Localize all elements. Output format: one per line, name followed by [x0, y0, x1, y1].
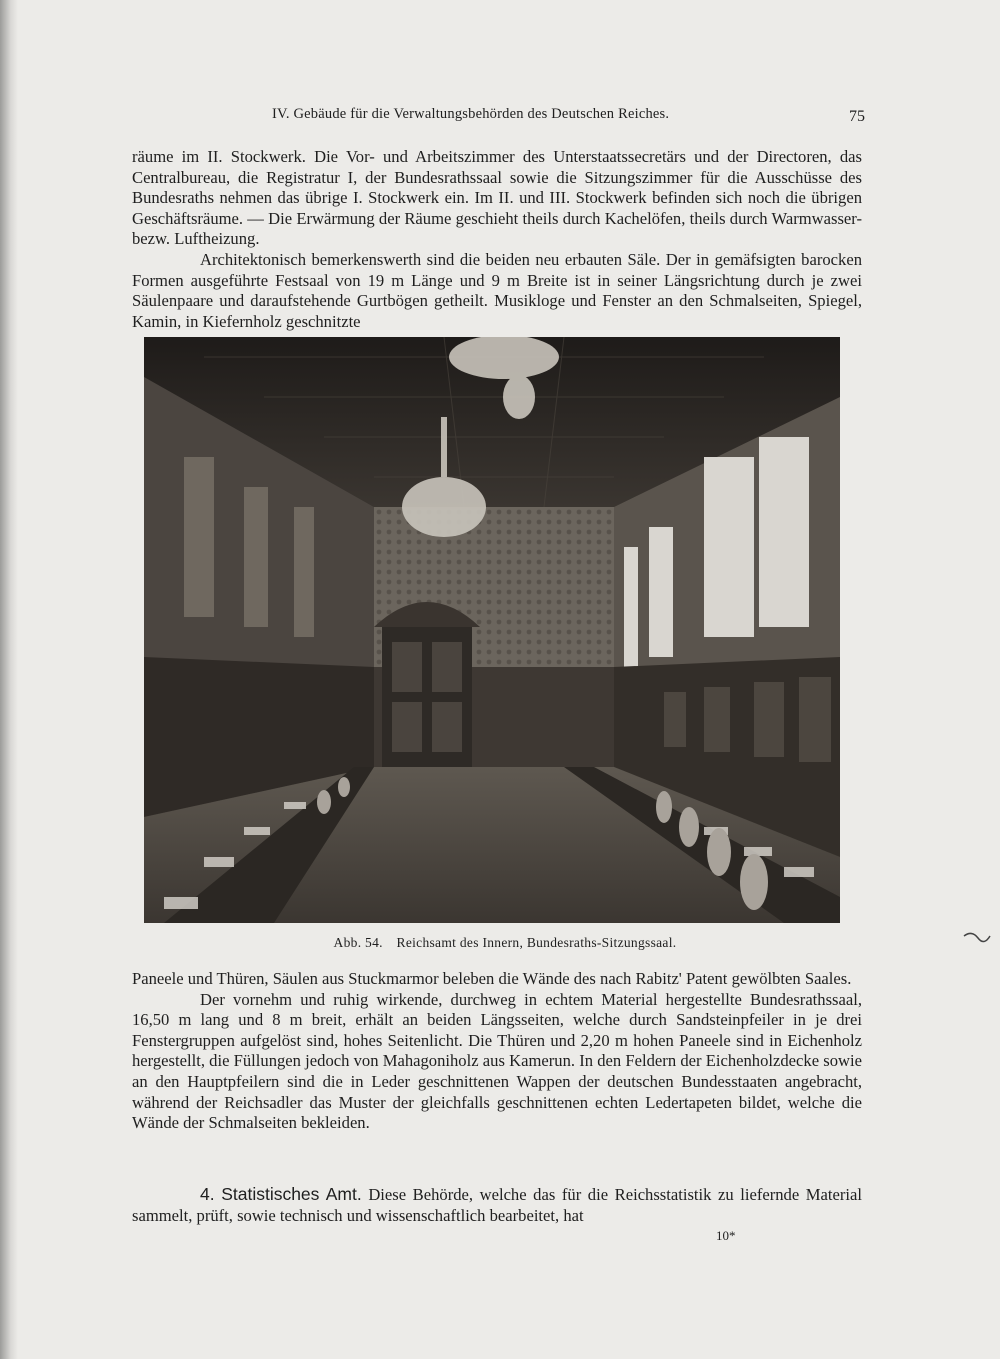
text-block-top: [132, 147, 862, 332]
section-title: Statistisches Amt.: [221, 1184, 362, 1204]
text-block-section: [132, 1184, 862, 1226]
figure-caption: [0, 935, 1000, 951]
paragraph-2: Architektonisch bemerkenswerth sind die beiden neu erbauten Säle. Der in gemäfsigten barocken Formen ausgeführte Festsaal von 19 m Länge und 9 m Breite ist in seiner Längsrichtung durch je zwei Säulenpaare und daraufstehende Gurtbögen getheilt. Musikloge und Fenster an den Schmalseiten, Spiegel, Kamin, in Kiefernholz geschnitzte: [132, 249, 862, 331]
paragraph-5: Diese Behörde, welche das für die Reichsstatistik zu liefernde Material sammelt, prüft, sowie technisch und wissenschaftlich bearbeitet, hat: [132, 1185, 862, 1225]
figure-caption-text: Reichsamt des Innern, Bundesraths-Sitzungssaal.: [396, 935, 677, 950]
section-number: 4.: [200, 1184, 215, 1204]
paragraph-4: Der vornehm und ruhig wirkende, durchweg in echtem Material hergestellte Bundesrathssaal, 16,50 m lang und 8 m breit, erhält an beiden Längsseiten, welche durch Sandsteinpfeiler in je drei Fenstergruppen aufgelöst sind, hohes Seitenlicht. Die Thüren und 2,20 m hohen Paneele sind in Eichenholz hergestellt, die Füllungen jedoch von Mahagoniholz aus Kamerun. In den Feldern der Eichenholzdecke sowie an den Hauptpfeilern sind die in Leder geschnittenen Wappen der deutschen Bundesstaaten angebracht, während der Reichsadler das Muster der gleichfalls geschnittenen echten Ledertapeten bildet, welche die Wände der Schmalseiten bekleiden.: [132, 989, 862, 1133]
signature-mark: 10*: [716, 1228, 736, 1243]
margin-pen-mark: [962, 928, 992, 944]
figure-label: Abb. 54.: [333, 935, 383, 950]
page-header: [150, 104, 865, 134]
section-paragraph: [132, 1184, 862, 1226]
page-number: 75: [849, 108, 865, 125]
page-edge-shadow: [0, 0, 18, 1359]
text-block-middle: [132, 969, 862, 1134]
hall-engraving: [144, 337, 840, 923]
running-head: IV. Gebäude für die Verwaltungsbehörden des Deutschen Reiches.: [272, 106, 670, 122]
paragraph-1: räume im II. Stockwerk. Die Vor- und Arbeitszimmer des Unterstaatssecretärs und der Directoren, das Centralbureau, die Registratur I, der Bundesrathssaal sowie die Sitzungszimmer für die Ausschüsse des Bundesraths nehmen das übrige I. Stockwerk ein. Im II. und III. Stockwerk befinden sich noch die übrigen Geschäftsräume. — Die Erwärmung der Räume geschieht theils durch Kachelöfen, theils durch Warmwasser- bezw. Luftheizung.: [132, 147, 862, 249]
figure-photo-council-hall: [144, 337, 840, 923]
paragraph-3: Paneele und Thüren, Säulen aus Stuckmarmor beleben die Wände des nach Rabitz' Patent gewölbten Saales.: [132, 969, 852, 988]
